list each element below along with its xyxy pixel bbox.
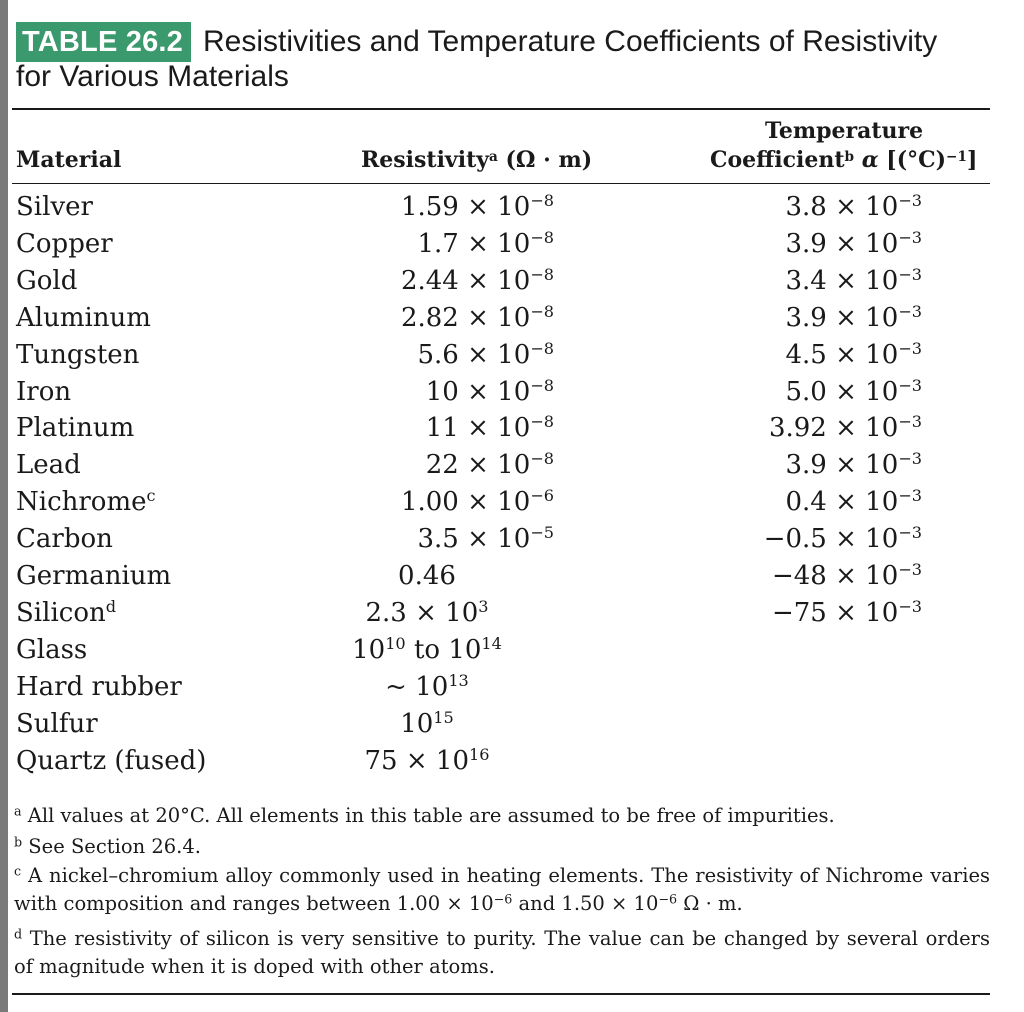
footnote-c: $^c$ A nickel–chromium alloy commonly used in heating elements. The resistivity of Nichrome varies with composition and ranges between $1.00 \times 10^{-6}$ and $1.50 \times 10^{-6}$ Ω · m. [14, 863, 990, 915]
header-coefficient: Coefficient$^b$ α $[(^\circ C)^{-1}]$ [710, 147, 978, 173]
material-cell: Germanium [16, 561, 172, 591]
table-row [0, 450, 1024, 487]
temp-coefficient-cell: $4.5 \times 10^{-3}$ [785, 338, 922, 370]
material-cell: Aluminum [16, 302, 151, 333]
table-row [0, 487, 1024, 524]
resistivity-cell: $10^{10}$ to $10^{14}$ [352, 633, 502, 665]
footnote-ref-a: a [489, 148, 498, 165]
footnote-ref-b: b [844, 148, 855, 165]
table-row [0, 303, 1024, 340]
resistivity-cell: $5.6 \times 10^{-8}$ [417, 338, 554, 370]
resistivity-cell: $22 \times 10^{-8}$ [425, 449, 554, 481]
table-row [0, 709, 1024, 746]
table-row [0, 561, 1024, 598]
resistivity-cell: $2.44 \times 10^{-8}$ [400, 264, 554, 296]
material-cell: Tungsten [16, 339, 140, 370]
resistivity-cell: $1.00 \times 10^{-6}$ [400, 486, 554, 518]
resistivity-cell: 0.46 [398, 561, 456, 591]
table-row [0, 598, 1024, 635]
table-row [0, 413, 1024, 450]
material-cell: Hard rubber [16, 671, 182, 702]
table-row [0, 377, 1024, 414]
temp-coefficient-cell: $3.8 \times 10^{-3}$ [785, 191, 922, 222]
material-cell: Iron [16, 376, 72, 407]
material-cell: Gold [16, 265, 78, 296]
table-number-badge: TABLE 26.2 [16, 22, 191, 62]
material-cell: Silver [16, 192, 93, 222]
resistivity-cell: $1.7 \times 10^{-8}$ [417, 228, 554, 259]
table-row [0, 340, 1024, 377]
bottom-rule [12, 993, 990, 995]
table-title-line-1: Resistivities and Temperature Coefficients of Resistivity [203, 25, 938, 58]
material-cell: Carbon [16, 524, 113, 555]
table-row [0, 672, 1024, 709]
temp-coefficient-cell: $3.9 \times 10^{-3}$ [785, 301, 922, 333]
material-cell: Silicon$^d$ [16, 597, 117, 628]
resistivity-cell: $2.3 \times 10^3$ [365, 597, 489, 628]
footnote-a: $^a$ All values at 20°C. All elements in this table are assumed to be free of impurities. [14, 803, 835, 827]
temp-coefficient-cell: $3.9 \times 10^{-3}$ [785, 449, 922, 481]
table-row [0, 635, 1024, 672]
material-cell: Sulfur [16, 708, 98, 739]
resistivity-cell: $2.82 \times 10^{-8}$ [400, 301, 554, 333]
resistivity-cell: $10^{15}$ [400, 707, 454, 739]
footnote-d: $^d$ The resistivity of silicon is very sensitive to purity. The value can be changed by several orders of magnitude when it is doped with other atoms. [14, 926, 990, 978]
temp-coefficient-cell: $3.4 \times 10^{-3}$ [785, 264, 922, 296]
temp-coefficient-cell: $3.92 \times 10^{-3}$ [768, 412, 922, 444]
table-row [0, 266, 1024, 303]
material-cell: Glass [16, 634, 88, 665]
resistivity-cell: ~ $10^{13}$ [385, 670, 469, 702]
material-cell: Lead [16, 450, 81, 481]
table-title [16, 22, 937, 62]
temp-coefficient-cell: $-75 \times 10^{-3}$ [771, 597, 922, 628]
temp-coefficient-cell: $3.9 \times 10^{-3}$ [785, 228, 922, 259]
header-material: Material [16, 147, 122, 173]
material-cell: Copper [16, 228, 113, 259]
table-row [0, 229, 1024, 266]
resistivity-cell: $10 \times 10^{-8}$ [425, 375, 554, 407]
top-rule [12, 108, 990, 110]
resistivity-cell: $1.59 \times 10^{-8}$ [400, 191, 554, 222]
resistivity-cell: $3.5 \times 10^{-5}$ [417, 523, 554, 555]
table-title-line-2: for Various Materials [16, 60, 289, 93]
table-row [0, 746, 1024, 783]
header-temperature: Temperature [765, 118, 924, 144]
table-row [0, 524, 1024, 561]
temp-coefficient-cell: $5.0 \times 10^{-3}$ [785, 375, 922, 407]
header-rule [12, 183, 990, 184]
table-row [0, 192, 1024, 229]
resistivity-cell: $11 \times 10^{-8}$ [425, 412, 554, 444]
footnote-b: $^b$ See Section 26.4. [14, 834, 201, 858]
header-resistivity: Resistivity$^a$ (Ω · m) [361, 147, 593, 173]
material-cell: Platinum [16, 413, 135, 444]
resistivity-cell: $75 \times 10^{16}$ [364, 744, 490, 776]
material-cell: Nichrome$^c$ [16, 486, 156, 518]
temp-coefficient-cell: $-48 \times 10^{-3}$ [771, 560, 922, 591]
material-cell: Quartz (fused) [16, 745, 207, 776]
temp-coefficient-cell: $-0.5 \times 10^{-3}$ [763, 523, 922, 555]
temp-coefficient-cell: $0.4 \times 10^{-3}$ [785, 486, 922, 518]
